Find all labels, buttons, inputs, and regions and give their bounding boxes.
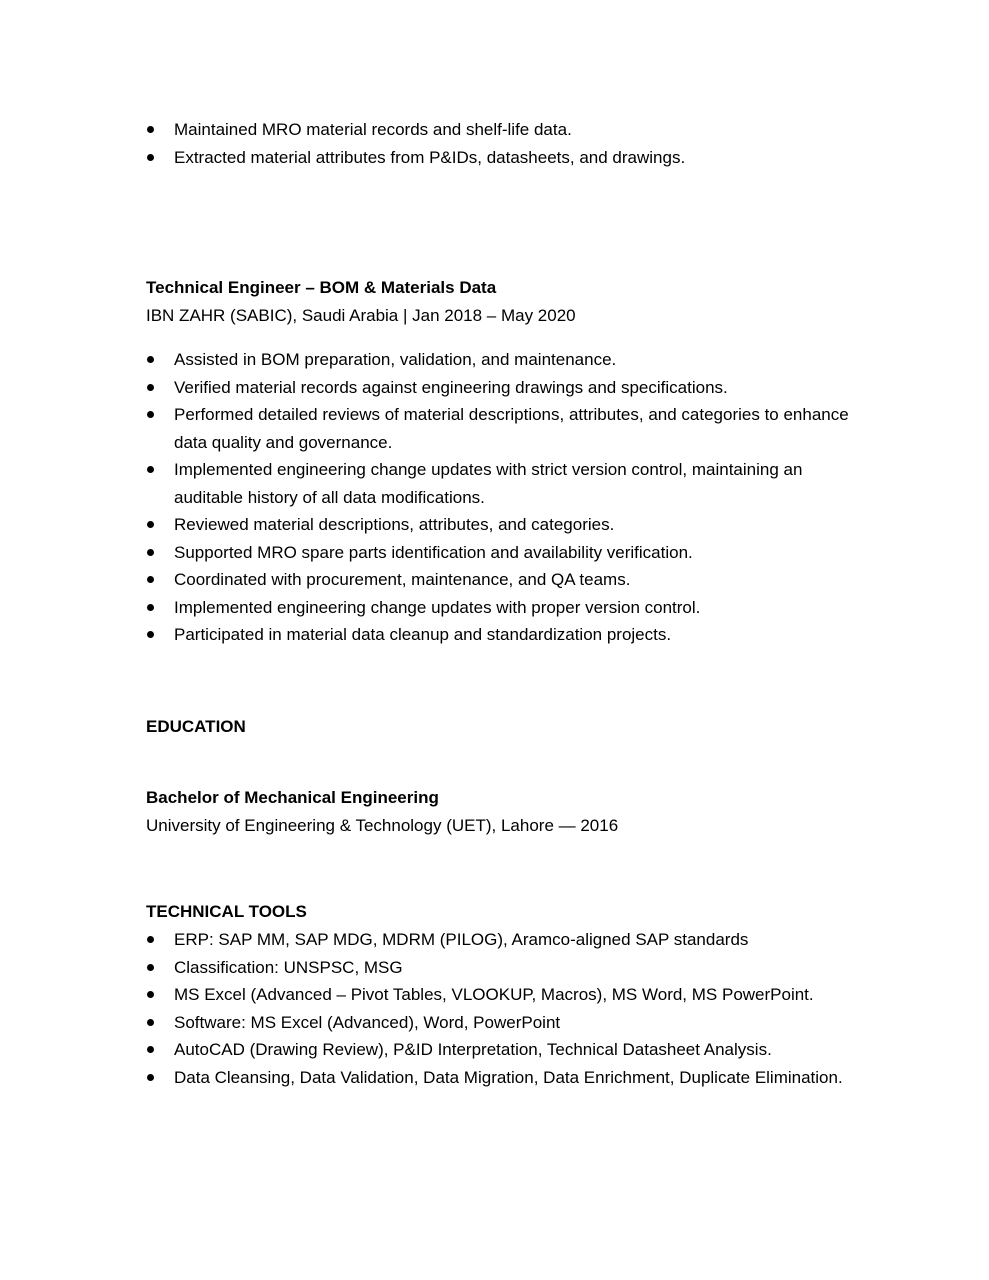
- bullet-icon: [147, 154, 154, 161]
- list-item: Data Cleansing, Data Validation, Data Migration, Data Enrichment, Duplicate Elimination.: [146, 1064, 856, 1092]
- list-item: Verified material records against engineering drawings and specifications.: [146, 374, 856, 402]
- bullet-icon: [147, 126, 154, 133]
- education-heading: EDUCATION: [146, 717, 246, 736]
- role-bullet-list: [146, 346, 856, 649]
- bullet-icon: [147, 576, 154, 583]
- bullet-icon: [147, 549, 154, 556]
- list-item: Coordinated with procurement, maintenance, and QA teams.: [146, 566, 856, 594]
- bullet-icon: [147, 631, 154, 638]
- bullet-icon: [147, 356, 154, 363]
- list-item: Classification: UNSPSC, MSG: [146, 954, 856, 982]
- education-school-line: University of Engineering & Technology (UET), Lahore — 2016: [146, 816, 619, 835]
- list-item: Assisted in BOM preparation, validation, and maintenance.: [146, 346, 856, 374]
- previous-role-bullet-list: [146, 116, 856, 171]
- role-section: [146, 274, 856, 330]
- bullet-icon: [147, 384, 154, 391]
- list-item: Reviewed material descriptions, attributes, and categories.: [146, 511, 856, 539]
- list-item: Supported MRO spare parts identification and availability verification.: [146, 539, 856, 567]
- list-item: MS Excel (Advanced – Pivot Tables, VLOOKUP, Macros), MS Word, MS PowerPoint.: [146, 981, 856, 1009]
- role-bullets-section: [146, 346, 856, 649]
- role-company-line: IBN ZAHR (SABIC), Saudi Arabia | Jan 2018 – May 2020: [146, 306, 576, 325]
- role-title: Technical Engineer – BOM & Materials Data: [146, 278, 497, 297]
- bullet-icon: [147, 964, 154, 971]
- tools-section: [146, 898, 856, 1091]
- tools-bullet-list: [146, 926, 856, 1091]
- bullet-icon: [147, 411, 154, 418]
- list-item: Implemented engineering change updates with strict version control, maintaining an auditable history of all data modifications.: [146, 456, 856, 511]
- bullet-icon: [147, 1074, 154, 1081]
- list-item: AutoCAD (Drawing Review), P&ID Interpretation, Technical Datasheet Analysis.: [146, 1036, 856, 1064]
- list-item: Software: MS Excel (Advanced), Word, PowerPoint: [146, 1009, 856, 1037]
- education-entry: [146, 784, 856, 840]
- bullet-icon: [147, 466, 154, 473]
- bullet-icon: [147, 1046, 154, 1053]
- education-degree: Bachelor of Mechanical Engineering: [146, 788, 439, 807]
- bullet-icon: [147, 1019, 154, 1026]
- list-item: Extracted material attributes from P&IDs, datasheets, and drawings.: [146, 144, 856, 172]
- education-section: [146, 713, 856, 741]
- list-item: Maintained MRO material records and shelf-life data.: [146, 116, 856, 144]
- list-item: ERP: SAP MM, SAP MDG, MDRM (PILOG), Aramco-aligned SAP standards: [146, 926, 856, 954]
- tools-heading: TECHNICAL TOOLS: [146, 902, 307, 921]
- bullet-icon: [147, 521, 154, 528]
- bullet-icon: [147, 991, 154, 998]
- list-item: Participated in material data cleanup and standardization projects.: [146, 621, 856, 649]
- previous-role-section: [146, 116, 856, 171]
- list-item: Performed detailed reviews of material descriptions, attributes, and categories to enhance data quality and governance.: [146, 401, 856, 456]
- list-item: Implemented engineering change updates with proper version control.: [146, 594, 856, 622]
- bullet-icon: [147, 604, 154, 611]
- bullet-icon: [147, 936, 154, 943]
